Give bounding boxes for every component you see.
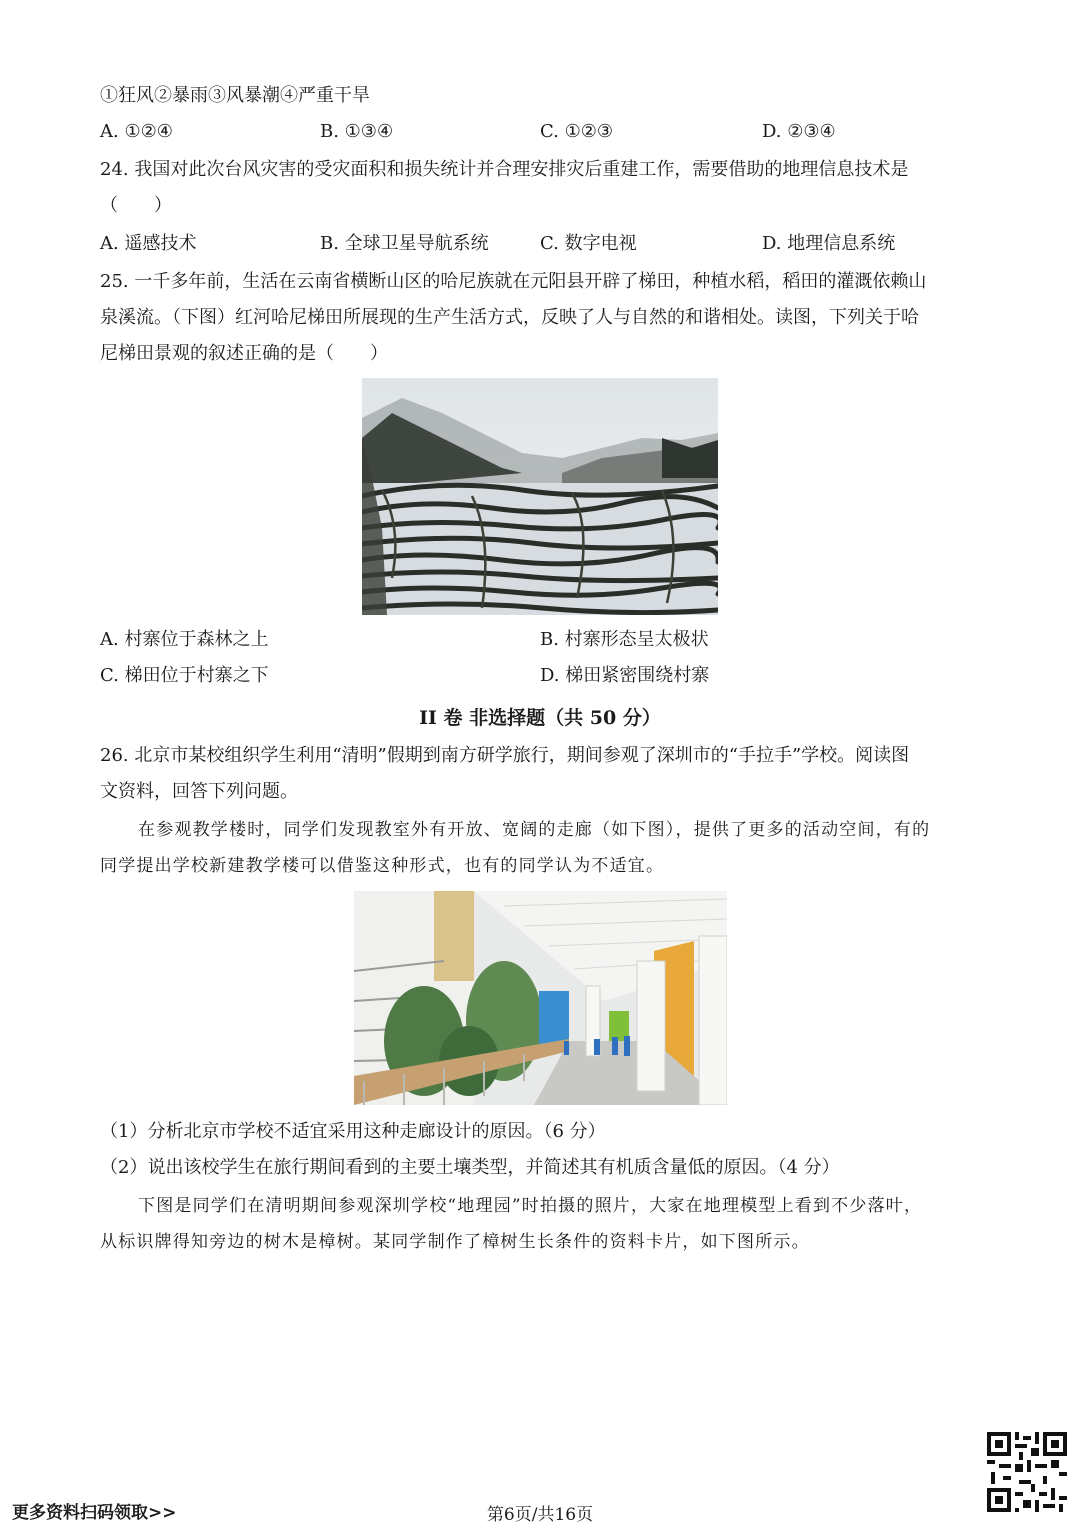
q23-option-d: D. ②③④: [762, 121, 836, 142]
q23-option-a: A. ①②④: [100, 121, 173, 142]
q26-sub-2: （2）说出该校学生在旅行期间看到的主要土壤类型，并简述其有机质含量低的原因。（4 分）: [100, 1157, 840, 1178]
q25-stem-line-1: 25. 一千多年前，生活在云南省横断山区的哈尼族就在元阳县开辟了梯田，种植水稻，稻田的灌溉依赖山: [100, 271, 927, 292]
q26-sub-1: （1）分析北京市学校不适宜采用这种走廊设计的原因。（6 分）: [100, 1121, 606, 1142]
page-number: 第6页/共16页: [486, 1505, 594, 1525]
q25-option-c: C. 梯田位于村寨之下: [100, 665, 269, 686]
q26-para1-line-2: 同学提出学校新建教学楼可以借鉴这种形式，也有的同学认为不适宜。: [100, 856, 665, 876]
q25-option-a: A. 村寨位于森林之上: [100, 629, 269, 650]
q24-option-b: B. 全球卫星导航系统: [320, 233, 489, 254]
q25-option-d: D. 梯田紧密围绕村寨: [540, 665, 710, 686]
q25-stem-line-3: 尼梯田景观的叙述正确的是（ ）: [100, 343, 388, 364]
q25-stem-line-2: 泉溪流。（下图）红河哈尼梯田所展现的生产生活方式，反映了人与自然的和谐相处。读图，下列关于哈: [100, 307, 919, 328]
section-title: II 卷 非选择题（共 50 分）: [419, 707, 661, 729]
q26-para2-line-2: 从标识牌得知旁边的树木是樟树。某同学制作了樟树生长条件的资料卡片，如下图所示。: [100, 1232, 810, 1252]
q26-stem-line-1: 26. 北京市某校组织学生利用“清明”假期到南方研学旅行，期间参观了深圳市的“手拉手”学校。阅读图: [100, 745, 910, 766]
footer-scan-prompt[interactable]: 更多资料扫码领取>>: [12, 1503, 177, 1523]
q24-option-c: C. 数字电视: [540, 233, 637, 254]
q23-option-b: B. ①③④: [320, 121, 394, 142]
q26-stem-line-2: 文资料，回答下列问题。: [100, 781, 298, 802]
q24-stem: 24. 我国对此次台风灾害的受灾面积和损失统计并合理安排灾后重建工作，需要借助的地理信息技术是: [100, 159, 909, 180]
terrace-photo: [362, 378, 718, 615]
q24-blank: （ ）: [100, 195, 172, 216]
q26-para1-line-1: 在参观教学楼时，同学们发现教室外有开放、宽阔的走廊（如下图），提供了更多的活动空间，有的: [138, 820, 931, 840]
q26-para2-line-1: 下图是同学们在清明期间参观深圳学校“地理园”时拍摄的照片，大家在地理模型上看到不少落叶，: [138, 1196, 923, 1216]
q24-option-d: D. 地理信息系统: [762, 233, 896, 254]
q24-option-a: A. 遥感技术: [100, 233, 197, 254]
q25-option-b: B. 村寨形态呈太极状: [540, 629, 709, 650]
corridor-photo: [354, 891, 727, 1105]
q23-items-line: ①狂风②暴雨③风暴潮④严重干旱: [100, 85, 370, 106]
q23-option-c: C. ①②③: [540, 121, 613, 142]
